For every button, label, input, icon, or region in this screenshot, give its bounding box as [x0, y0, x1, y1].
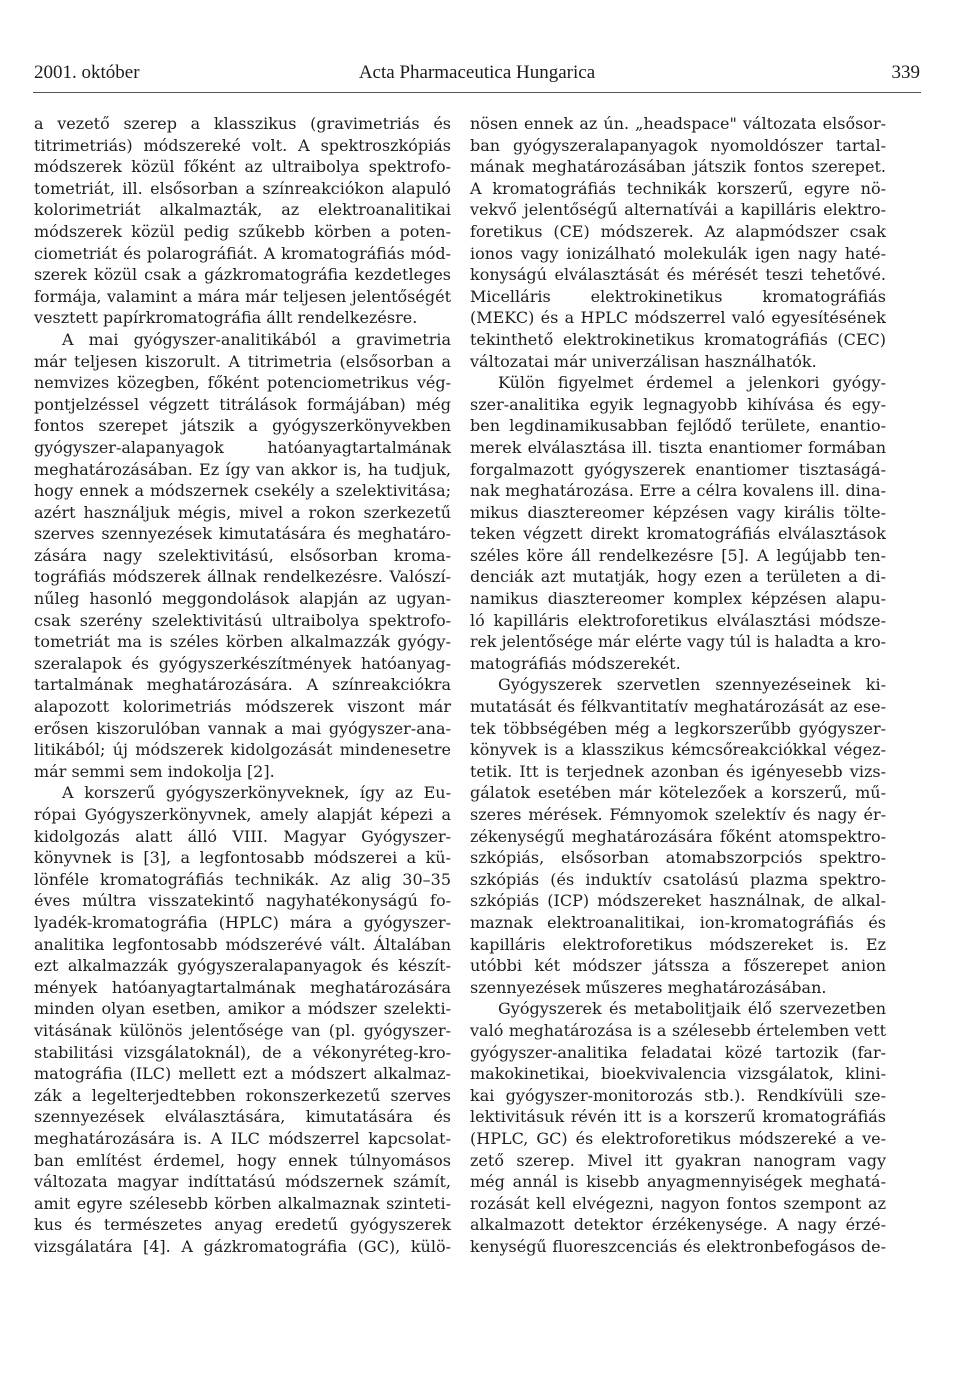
text-line: (HPLC, GC) és elektroforetikus módszereké a ve- — [470, 1128, 886, 1148]
text-line: analitika legfontosabb módszerévé vált. Általában — [34, 934, 451, 954]
text-line: meghatározásában. Ez így van akkor is, ha tudjuk, — [34, 459, 451, 479]
text-line: erősen kiszorulóban vannak a mai gyógyszer-ana- — [34, 718, 451, 738]
text-line: zékenységű meghatározására főként atomspektro- — [470, 826, 886, 846]
text-line: fontos szerepet játszik a gyógyszerkönyvekben — [34, 416, 451, 436]
text-line: azért használjuk mégis, mivel a rokon szerkezetű — [34, 502, 451, 522]
text-line: nemvizes közegben, főként potenciometrikus vég- — [34, 373, 451, 393]
text-line: zető szerep. Mivel itt gyakran nanogram vagy — [470, 1150, 886, 1170]
text-line: meghatározására is. A ILC módszerrel kapcsolat- — [34, 1128, 451, 1148]
text-line: gálatok esetében már kötelezőek a korszerű, mű- — [470, 783, 886, 803]
text-line: kolorimetriát alkalmazták, az elektroanalitikai — [34, 200, 451, 220]
text-line: Gyógyszerek szervetlen szennyezéseinek ki- — [498, 675, 886, 695]
text-line: szeres mérések. Fémnyomok szelektív és nagy ér- — [470, 805, 886, 824]
text-line: A kromatográfiás technikák korszerű, egyre nö- — [470, 178, 886, 198]
text-line: ciometriát és polarográfiát. A kromatográfiás mód- — [34, 243, 451, 263]
text-line: szer-analitika egyik legnagyobb kihívása és egy- — [470, 394, 886, 414]
text-line: tográfiás módszerek állnak rendelkezésre. Valószí- — [34, 567, 451, 587]
text-line: nak meghatározása. Erre a célra kovalens ill. dina- — [470, 481, 886, 501]
journal-title: Acta Pharmaceutica Hungarica — [358, 62, 596, 83]
text-line: merek elválasztása ill. tiszta enantiomer formában — [470, 437, 886, 457]
text-line: már semmi sem indokolja [2]. — [34, 761, 275, 781]
text-line: ló kapilláris elektroforetikus elválasztási módsze- — [470, 610, 886, 630]
text-line: utóbbi két módszer játssza a főszerepet anion — [470, 956, 886, 976]
text-line: lyadék-kromatográfia (HPLC) mára a gyógyszer- — [34, 912, 451, 932]
text-line: ban említést érdemel, hogy ennek túlnyomásos — [34, 1150, 451, 1170]
text-line: mának meghatározásában játszik fontos szerepet. — [470, 157, 886, 177]
text-line: nűleg hasonló meggondolások alapján az ugyan- — [34, 589, 451, 609]
text-line: matográfia (ILC) mellett ezt a módszert alkalmaz- — [34, 1064, 451, 1084]
text-line: mutatását és félkvantitatív meghatározását az ese- — [470, 697, 886, 717]
text-line: ben legdinamikusabban fejlődő területe, enantio- — [470, 416, 886, 436]
text-line: stabilitási vizsgálatoknál), de a vékonyréteg-kro- — [34, 1042, 451, 1062]
text-line: kai gyógyszer-monitorozás stb.). Rendkívüli sze- — [470, 1085, 886, 1105]
text-line: szkópiás (és induktív csatolású plazma spektro- — [470, 869, 886, 889]
text-line: gyógyszer-alapanyagok hatóanyagtartalmának — [34, 437, 451, 457]
text-line: ban gyógyszeralapanyagok nyomoldószer tartal- — [470, 135, 886, 155]
text-line: tek többségében még a legkorszerűbb gyógyszer- — [470, 718, 886, 738]
text-line: maznak elektroanalitikai, ion-kromatográfiás és — [470, 912, 886, 932]
text-line: éves múltra visszatekintő nagyhatékonyságú fo- — [34, 891, 451, 911]
page-number: 339 — [891, 62, 920, 83]
text-line: tekinthető elektrokinetikus kromatográfiás (CEC) — [470, 329, 886, 349]
text-line: rek jelentősége már elérte vagy túl is haladta a kro- — [470, 632, 886, 652]
text-line: mények hatóanyagtartalmának meghatározására — [34, 977, 451, 997]
text-line: szkópiás (ICP) módszereket használnak, de alkal- — [470, 891, 886, 911]
issue-date: 2001. október — [34, 62, 140, 83]
text-line: pontjelzéssel végzett titrálások formájában) még — [34, 394, 451, 414]
text-line: szennyezések műszeres meghatározásában. — [470, 977, 827, 997]
text-line: még annál is kisebb anyagmennyiségek meghatá- — [470, 1172, 886, 1192]
text-line: tartalmának meghatározására. A színreakciókra — [34, 675, 451, 695]
text-line: rozását kell elvégezni, nagyon fontos szempont az — [470, 1193, 886, 1213]
text-line: konyságú elválasztását és mérését teszi tehetővé. — [470, 265, 886, 285]
text-line: amit egyre szélesebb körben alkalmaznak szinteti- — [34, 1193, 451, 1213]
text-line: makokinetikai, bioekvivalencia vizsgálatok, klini- — [470, 1064, 886, 1084]
header-rule — [33, 92, 921, 93]
text-line: vizsgálatára [4]. A gázkromatográfia (GC), külö- — [34, 1236, 451, 1256]
text-line: változata magyar indíttatású módszernek számít, — [34, 1172, 451, 1192]
text-line: kapilláris elektroforetikus módszereket is. Ez — [470, 934, 886, 954]
text-line: módszerek közül pedig szűkebb körben a poten- — [34, 221, 451, 241]
text-line: szerek közül csak a gázkromatográfia kezdetleges — [34, 265, 451, 285]
text-line: való meghatározása is a szélesebb értelemben vett — [470, 1020, 886, 1040]
text-line: minden olyan esetben, amikor a módszer szelekti- — [34, 999, 451, 1019]
text-line: litikából; új módszerek kidolgozását mindenesetre — [34, 740, 451, 760]
text-line: gyógyszer-analitika feladatai közé tartozik (far- — [470, 1042, 886, 1062]
text-line: szkópiás, elsősorban atomabszorpciós spektro- — [470, 848, 886, 868]
text-line: tetik. Itt is terjednek azonban és igényesebb vizs- — [470, 761, 886, 781]
text-line: szeralapok és gyógyszerkészítmények hatóanyag- — [34, 653, 451, 673]
text-line: rópai Gyógyszerkönyvnek, amely alapját képezi a — [34, 805, 451, 824]
text-line: forgalmazott gyógyszerek enantiomer tisztaságá- — [470, 459, 886, 479]
text-line: vitásának különös jelentősége van (pl. gyógyszer- — [34, 1020, 451, 1040]
right-text-column — [470, 113, 886, 1257]
text-line: hogy ennek a módszernek csekély a szelektivitása; — [34, 481, 451, 501]
page-header — [34, 62, 920, 86]
left-text-column — [34, 113, 451, 1257]
text-line: már teljesen kiszorult. A titrimetria (elsősorban a — [34, 351, 451, 371]
text-line: szerves szennyezések kimutatására és meghatáro- — [34, 524, 451, 544]
text-line: namikus diasztereomer komplex képzésen alapu- — [470, 589, 886, 609]
text-line: zák a legelterjedtebben rokonszerkezetű szerves — [34, 1085, 451, 1105]
text-line: Gyógyszerek és metabolitjaik élő szervezetben — [498, 999, 886, 1019]
text-line: változatai már univerzálisan használhatók. — [470, 351, 817, 371]
text-line: lektivitásuk révén itt is a korszerű kromatográfiás — [470, 1107, 886, 1127]
text-line: nösen ennek az ún. „headspace" változata elsősor- — [470, 114, 886, 133]
text-line: mikus diasztereomer képzésen vagy királis tölte- — [470, 502, 886, 522]
text-line: kus és természetes anyag eredetű gyógyszerek — [34, 1215, 451, 1235]
text-line: könyvek is a klasszikus kémcsőreakciókkal végez- — [470, 740, 886, 760]
text-line: lönféle kromatográfiás technikák. Az alig 30–35 — [34, 869, 451, 889]
text-line: foretikus (CE) módszerek. Az alapmódszer csak — [470, 221, 886, 241]
text-line: szennyezések elválasztására, kimutatására és — [34, 1107, 451, 1127]
text-line: (MEKC) és a HPLC módszerrel való egyesítésének — [470, 308, 886, 328]
text-line: módszerek közül főként az ultraibolya spektrofo- — [34, 157, 451, 177]
text-line: alapozott kolorimetriás módszerek viszont már — [34, 697, 451, 717]
text-line: A korszerű gyógyszerkönyveknek, így az Eu- — [62, 783, 451, 803]
text-line: Külön figyelmet érdemel a jelenkori gyógy- — [498, 373, 886, 393]
text-line: széles köre áll rendelkezésre [5]. A legújabb ten- — [470, 545, 886, 565]
text-line: csak szerény szelektivitású ultraibolya spektrofo- — [34, 610, 451, 630]
text-line: zására nagy szelektivitású, elsősorban kroma- — [34, 545, 451, 565]
text-line: kidolgozás alatt álló VIII. Magyar Gyógyszer- — [34, 826, 451, 846]
text-line: vesztett papírkromatográfia állt rendelkezésre. — [34, 308, 418, 328]
text-line: tometriát ma is széles körben alkalmazzák gyógy- — [34, 632, 451, 652]
text-line: titrimetriás) módszereké volt. A spektroszkópiás — [34, 135, 451, 155]
text-line: matográfiás módszerekét. — [470, 653, 681, 673]
text-line: A mai gyógyszer-analitikából a gravimetria — [62, 329, 451, 349]
text-line: könyvnek is [3], a legfontosabb módszerei a kü- — [34, 848, 451, 868]
text-line: tometriát, ill. elsősorban a színreakciókon alapuló — [34, 178, 451, 198]
text-line: Micelláris elektrokinetikus kromatográfiás — [470, 286, 886, 306]
text-line: teken végzett direkt kromatográfiás elválasztások — [470, 524, 886, 544]
text-line: vekvő jelentőségű alternatívái a kapilláris elektro- — [470, 200, 886, 220]
text-line: ezt alkalmazzák gyógyszeralapanyagok és készít- — [34, 956, 451, 976]
text-line: kenységű fluoreszcenciás és elektronbefogásos de- — [470, 1236, 886, 1256]
text-line: denciák azt mutatják, hogy ezen a területen a di- — [470, 567, 886, 587]
text-line: formája, valamint a mára már teljesen jelentőségét — [34, 286, 451, 306]
text-line: ionos vagy ionizálható molekulák igen nagy haté- — [470, 243, 886, 263]
text-line: alkalmazott detektor érzékenysége. A nagy érzé- — [470, 1215, 886, 1235]
text-line: a vezető szerep a klasszikus (gravimetriás és — [34, 114, 451, 133]
